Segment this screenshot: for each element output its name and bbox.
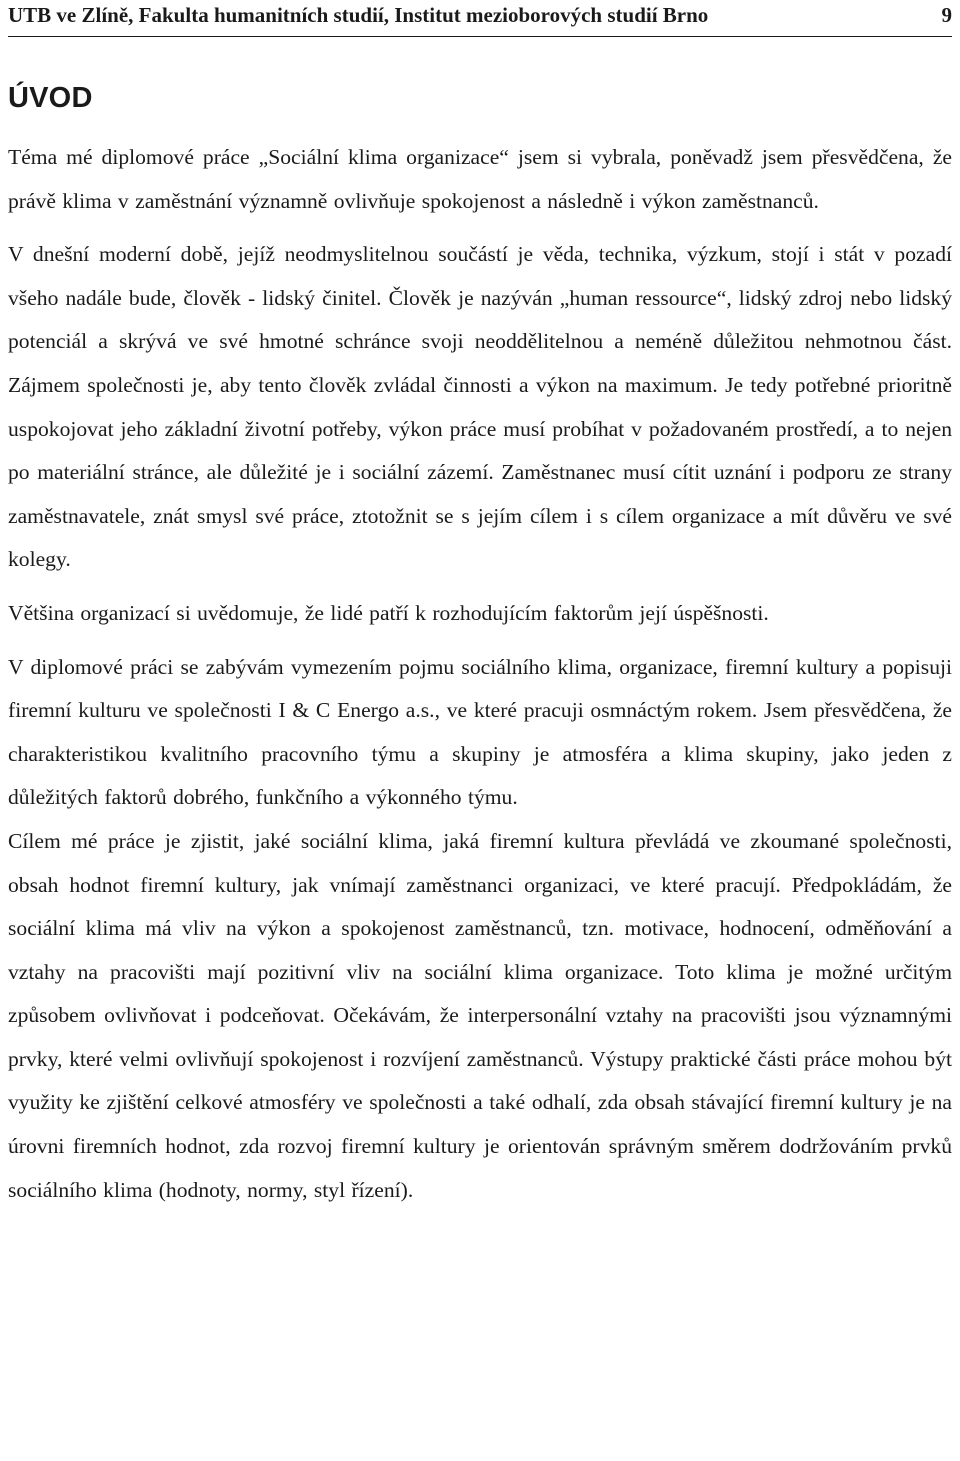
- paragraph-human-resource: V dnešní moderní době, jejíž neodmyslitelnou součástí je věda, technika, výzkum, stojí i stát v pozadí všeho nadále bude, člověk - lidský činitel. Člověk je nazýván „human ressource“, lidský zdroj nebo lidský potenciál a skrývá ve své hmotné schránce svoji neoddělitelnou a neméně důležitou nehmotnou část. Zájmem společnosti je, aby tento člověk zvládal činnosti a výkon na maximum. Je tedy potřebné prioritně uspokojovat jeho základní životní potřeby, výkon práce musí probíhat v požadovaném prostředí, a to nejen po materiální stránce, ale důležité je i sociální zázemí. Zaměstnanec musí cítit uznání i podporu ze strany zaměstnavatele, znát smysl své práce, ztotožnit se s jejím cílem i s cílem organizace a mít důvěru ve své kolegy.: [8, 242, 952, 572]
- page-header: [8, 0, 952, 37]
- paragraph-topic: Téma mé diplomové práce „Sociální klima organizace“ jsem si vybrala, poněvadž jsem přesvědčena, že právě klima v zaměstnání významně ovlivňuje spokojenost a následně i výkon zaměstnanců.: [8, 145, 952, 213]
- page-body: [8, 76, 952, 1212]
- page-number: 9: [941, 3, 952, 27]
- paragraph-thesis-scope: V diplomové práci se zabývám vymezením pojmu sociálního klima, organizace, firemní kultury a popisuji firemní kulturu ve společnosti I & C Energo a.s., ve které pracuji osmnáctým rokem. Jsem přesvědčena, že charakteristikou kvalitního pracovního týmu a skupiny je atmosféra a klima skupiny, jako jeden z důležitých faktorů dobrého, funkčního a výkonného týmu.: [8, 654, 952, 810]
- running-title: UTB ve Zlíně, Fakulta humanitních studií, Institut mezioborových studií Brno: [8, 3, 709, 27]
- paragraph-thesis-goal: Cílem mé práce je zjistit, jaké sociální klima, jaká firemní kultura převládá ve zkoumané společnosti, obsah hodnot firemní kultury, jak vnímají zaměstnanci organizaci, ve které pracují. Předpokládám, že sociální klima má vliv na výkon a spokojenost zaměstnanců, tzn. motivace, hodnocení, odměňování a vztahy na pracovišti mají pozitivní vliv na sociální klima organizace. Toto klima je možné určitým způsobem ovlivňovat i podceňovat. Očekávám, že interpersonální vztahy na pracovišti jsou významnými prvky, které velmi ovlivňují spokojenost i rozvíjení zaměstnanců. Výstupy praktické části práce mohou být využity ke zjištění celkové atmosféry ve společnosti a také odhalí, zda obsah stávající firemní kultury je na úrovni firemních hodnot, zda rozvoj firemní kultury je orientován správným směrem dodržováním prvků sociálního klima (hodnoty, normy, styl řízení).: [8, 828, 952, 1202]
- paragraph-organizations: Většina organizací si uvědomuje, že lidé patří k rozhodujícím faktorům její úspěšnosti.: [8, 600, 769, 625]
- section-heading: ÚVOD: [8, 82, 93, 114]
